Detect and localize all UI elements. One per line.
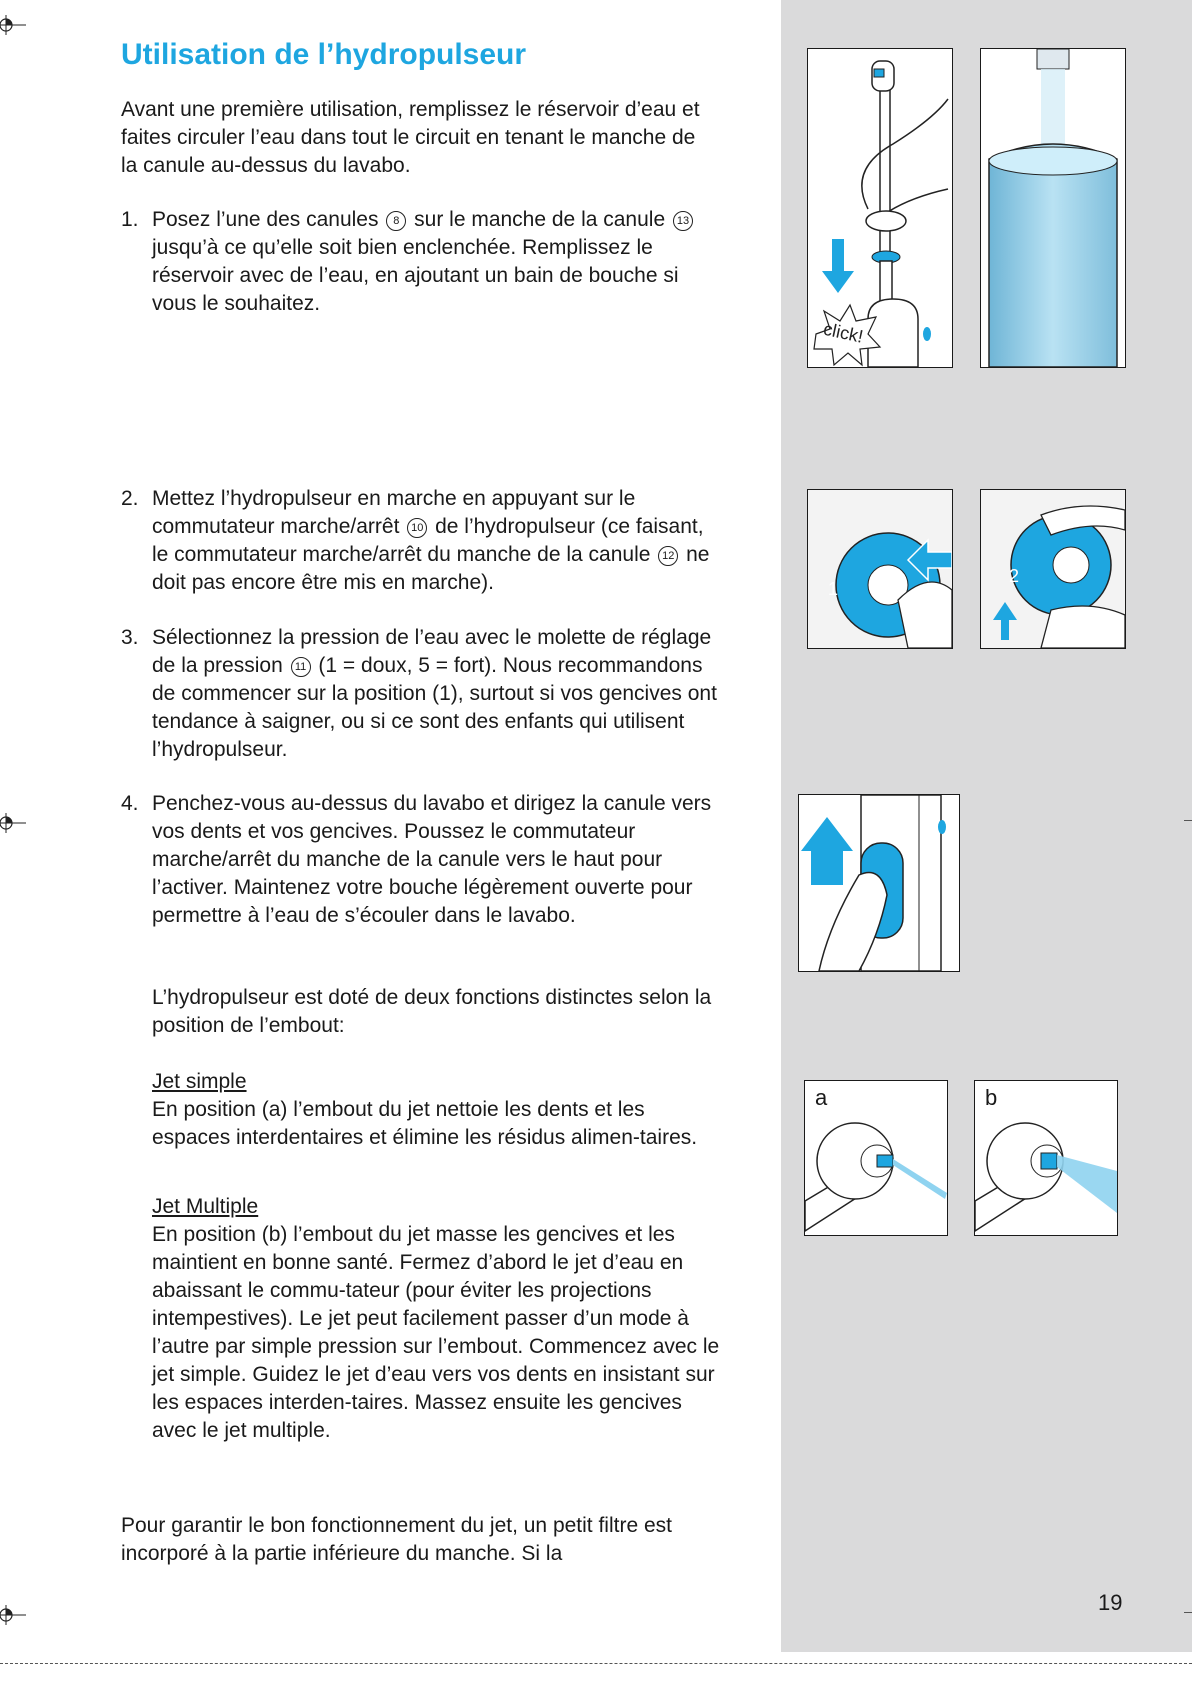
- figure-pressure-dial: [980, 489, 1126, 649]
- part-number-badge: 11: [291, 657, 311, 677]
- dial-label-2: 2: [1009, 566, 1020, 586]
- jet-multiple-section: [152, 1193, 722, 1445]
- step-number: 3.: [121, 626, 139, 649]
- step-number: 1.: [121, 208, 139, 231]
- figure-attach-nozzle: [807, 48, 953, 368]
- registration-mark: [0, 12, 26, 38]
- part-number-badge: 8: [386, 211, 406, 231]
- step-text: Posez l’une des canules 8 sur le manche de la canule 13 jusqu’à ce qu’elle soit bien enclenchée. Remplissez le réservoir avec de l’eau, en ajoutant un bain de bouche si vous le souhaitez.: [152, 206, 722, 318]
- click-label: click!: [821, 318, 865, 347]
- figure-label-a: a: [815, 1085, 828, 1110]
- jet-simple-heading: Jet simple: [152, 1070, 247, 1093]
- crop-tick: [1184, 820, 1192, 821]
- figure-switch-on: [807, 489, 953, 649]
- jet-multiple-heading: Jet Multiple: [152, 1195, 259, 1218]
- part-number-badge: 13: [673, 211, 693, 231]
- jet-simple-section: [152, 1068, 722, 1152]
- crop-tick: [1184, 1612, 1192, 1613]
- step-text: Penchez-vous au-dessus du lavabo et dirigez la canule vers vos dents et vos gencives. Poussez le commutateur marche/arrêt du manche de la canule vers le haut pour l’activer. Maintenez votre bouche légèrement ouverte pour permettre à l’eau de s’écouler dans le lavabo.: [152, 792, 712, 927]
- figure-jet-simple: [804, 1080, 948, 1236]
- part-number-badge: 10: [407, 518, 427, 538]
- figure-label-b: b: [985, 1085, 998, 1110]
- page-number: 19: [1098, 1590, 1123, 1615]
- jet-multiple-text: En position (b) l’embout du jet masse les gencives et les maintient en bonne santé. Fermez d’abord le jet d’eau en abaissant le commu-tateur (pour éviter les projections intempestives). Le jet peut facilement passer d’un mode à l’autre par simple pression sur l’embout. Commencez avec le jet simple. Guidez le jet d’eau vers vos dents en insistant sur les espaces interden-taires. Massez ensuite les gencives avec le jet multiple.: [152, 1223, 720, 1442]
- figure-fill-reservoir: [980, 48, 1126, 368]
- figure-handle-switch: [798, 794, 960, 972]
- page-title: Utilisation de l’hydropulseur: [121, 38, 527, 71]
- part-number-badge: 12: [658, 546, 678, 566]
- registration-mark: [0, 1602, 26, 1628]
- step-text: Mettez l’hydropulseur en marche en appuyant sur le commutateur marche/arrêt 10 de l’hydropulseur (ce faisant, le commutateur marche/arrêt du manche de la canule 12 ne doit pas encore être mis en marche).: [152, 487, 710, 594]
- step-text: Sélectionnez la pression de l’eau avec le molette de réglage de la pression 11 (1 = doux, 5 = fort). Nous recommandons de commencer sur la position (1), surtout si vos gencives ont tendance à saigner, ou si ce sont des enfants qui utilisent l’hydropulseur.: [152, 626, 717, 761]
- closing-paragraph: Pour garantir le bon fonctionnement du jet, un petit filtre est incorporé à la partie inférieure du manche. Si la: [121, 1514, 672, 1565]
- dial-label-1: 1: [828, 579, 839, 599]
- jet-simple-text: En position (a) l’embout du jet nettoie les dents et les espaces interdentaires et élimine les résidus alimen-taires.: [152, 1098, 698, 1149]
- registration-mark: [0, 810, 26, 836]
- step-number: 4.: [121, 792, 139, 815]
- figure-jet-multiple: [974, 1080, 1118, 1236]
- crop-line: [0, 1663, 1192, 1664]
- functions-intro: L’hydropulseur est doté de deux fonctions distinctes selon la position de l’embout:: [152, 986, 712, 1037]
- step-number: 2.: [121, 487, 139, 510]
- intro-paragraph: Avant une première utilisation, remplissez le réservoir d’eau et faites circuler l’eau dans tout le circuit en tenant le manche de la canule au-dessus du lavabo.: [121, 98, 700, 177]
